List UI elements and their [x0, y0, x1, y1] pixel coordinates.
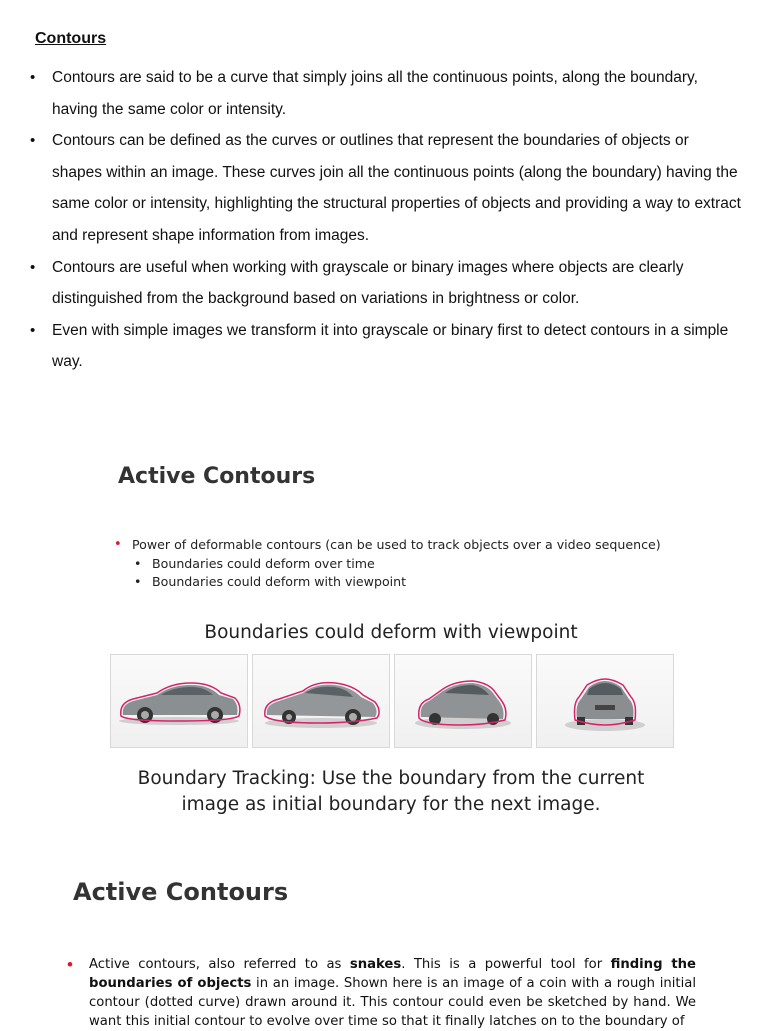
viewpoint-caption: Boundaries could deform with viewpoint — [204, 622, 578, 643]
slide1-bullet-list — [112, 536, 692, 591]
list-item — [112, 536, 692, 591]
list-item: • Boundaries could deform with viewpoint — [132, 573, 692, 591]
slide2-paragraph — [89, 955, 696, 1031]
car-front-view-image — [536, 654, 674, 748]
text-span: Active contours, also referred to as — [89, 957, 350, 972]
tracking-caption-line: image as initial boundary for the next image. — [181, 794, 601, 815]
slide1-title: Active Contours — [118, 464, 316, 489]
car-image-row — [110, 654, 672, 748]
slide2-title: Active Contours — [73, 878, 289, 906]
bold-term: finding the boundaries of objects — [89, 957, 696, 991]
contour-bullet-list — [30, 62, 742, 378]
list-item: • Contours can be defined as the curves or outlines that represent the boundaries of objects or shapes within an image. These curves join all the continuous points (along the boundary) having the same color or intensity, highlighting the structural properties of objects and providing a way to extract and represent shape information from images. — [30, 125, 742, 251]
boundary-tracking-caption — [110, 766, 672, 818]
car-front-three-quarter-view-image — [394, 654, 532, 748]
bold-term: snakes — [349, 957, 402, 972]
list-item: • Contours are useful when working with grayscale or binary images where objects are clearly distinguished from the background based on variations in brightness or color. — [30, 252, 742, 315]
bullet-icon: • — [67, 955, 73, 974]
slide1-main-bullet: Power of deformable contours (can be used to track objects over a video sequence) — [132, 537, 661, 552]
page-title: Contours — [35, 30, 107, 47]
list-item: • Contours are said to be a curve that simply joins all the continuous points, along the boundary, having the same color or intensity. — [30, 62, 742, 125]
tracking-caption-line: Boundary Tracking: Use the boundary from the current — [137, 768, 645, 789]
text-span: in an image. Shown here is an image of a coin with a rough initial contour (dotted curve) drawn around it. This contour could even be sketched by hand. We want this initial contour to evolve over time so that it finally latches on to the boundary of — [89, 976, 696, 1029]
text-span: . This is a powerful tool for — [401, 957, 611, 972]
list-item: • Boundaries could deform over time — [132, 555, 692, 573]
list-item: • Even with simple images we transform it into grayscale or binary first to detect contours in a simple way. — [30, 315, 742, 378]
car-three-quarter-view-image — [252, 654, 390, 748]
slide1-sub-bullets — [132, 555, 692, 591]
car-side-view-image — [110, 654, 248, 748]
